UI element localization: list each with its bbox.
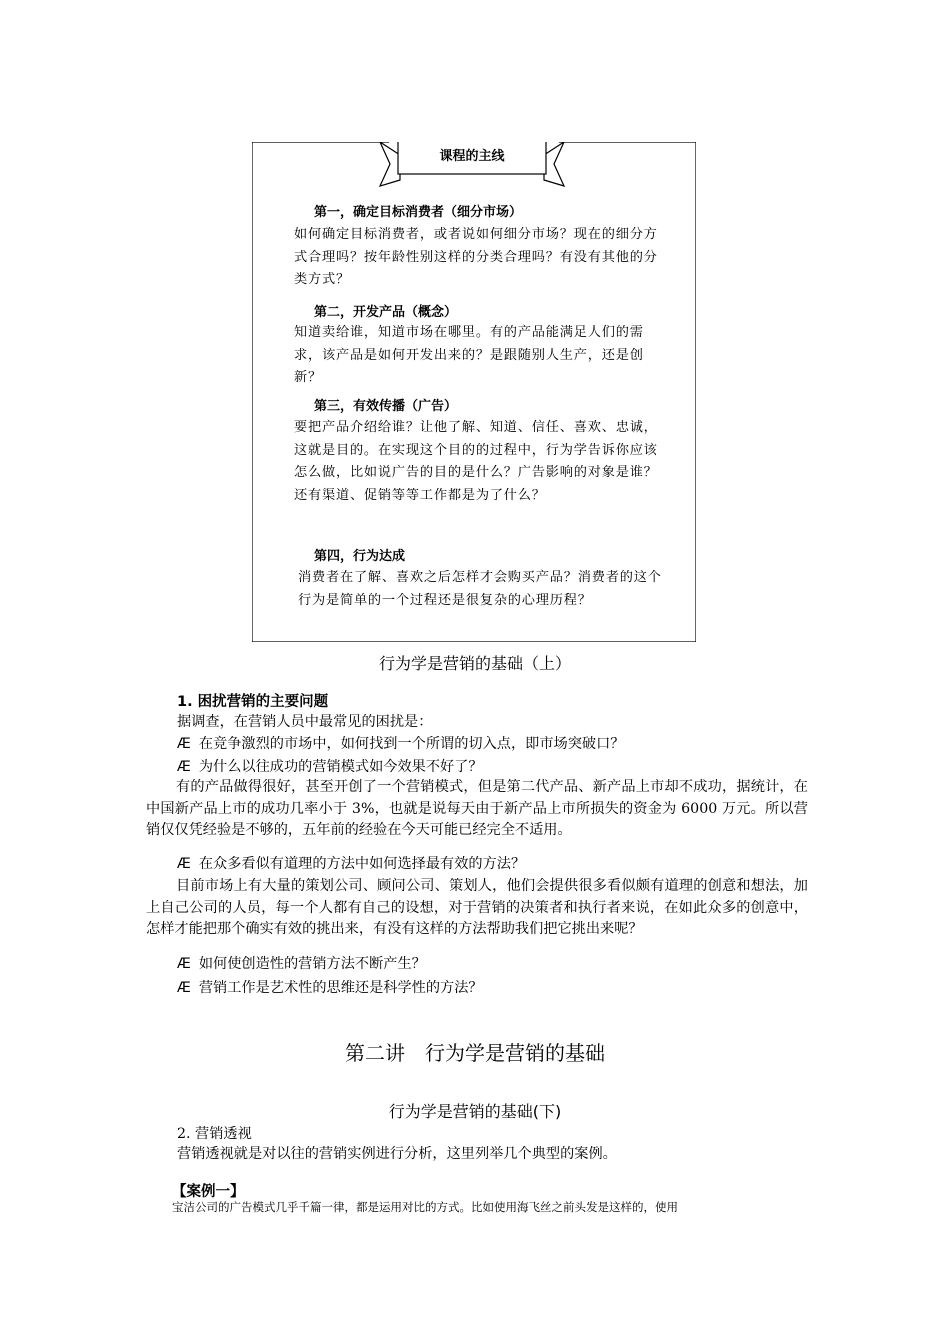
bullet-mark: Æ xyxy=(177,956,191,972)
bullet-2 xyxy=(177,757,483,777)
bullet-5 xyxy=(177,978,483,998)
bullet-text: 如何使创造性的营销方法不断产生？ xyxy=(198,956,426,972)
case-text: 宝洁公司的广告模式几乎千篇一律，都是运用对比的方式。比如使用海飞丝之前头发是这样的，使用 xyxy=(172,1200,678,1214)
section-2-heading: 第二，开发产品（概念） xyxy=(314,305,458,320)
bullet-text: 为什么以往成功的营销模式如今效果不好了？ xyxy=(198,759,483,775)
section-1-heading: 第一，确定目标消费者（细分市场） xyxy=(314,205,523,220)
bullet-mark: Æ xyxy=(177,736,191,752)
bullet-text: 在竞争激烈的市场中，如何找到一个所谓的切入点，即市场突破口？ xyxy=(198,736,625,752)
section1-heading: 1. 困扰营销的主要问题 xyxy=(177,694,329,710)
section2-intro: 营销透视就是对以往的营销实例进行分析，这里列举几个典型的案例。 xyxy=(177,1146,617,1162)
section2-heading: 2. 营销透视 xyxy=(177,1126,252,1142)
caption-top: 行为学是营销的基础（上） xyxy=(378,654,571,673)
caption-bottom: 行为学是营销的基础(下) xyxy=(388,1102,562,1121)
section-4-heading: 第四，行为达成 xyxy=(314,549,406,564)
paragraph-1: 有的产品做得很好，甚至开创了一个营销模式，但是第二代产品、新产品上市却不成功，据统计，在中国新产品上市的成功几率小于 3%，也就是说每天由于新产品上市所损失的资金为 6000 万元。所以营销仅仅凭经验是不够的，五年前的经验在今天可能已经完全不适用。 xyxy=(146,779,808,838)
course-outline-box xyxy=(252,142,696,642)
bullet-3 xyxy=(177,854,525,874)
section-1-body: 如何确定目标消费者，或者说如何细分市场？现在的细分方式合理吗？按年龄性别这样的分类合理吗？有没有其他的分类方式？ xyxy=(294,227,658,287)
case-label: 【案例一】 xyxy=(172,1184,245,1200)
paragraph-2: 目前市场上有大量的策划公司、顾问公司、策划人，他们会提供很多看似颇有道理的创意和想法，加上自己公司的人员，每一个人都有自己的设想，对于营销的决策者和执行者来说，在如此众多的创意中，怎样才能把那个确实有效的挑出来，有没有这样的方法帮助我们把它挑出来呢？ xyxy=(146,878,808,937)
bullet-mark: Æ xyxy=(177,856,191,872)
chapter-title: 第二讲 行为学是营销的基础 xyxy=(345,1041,605,1065)
bullet-4 xyxy=(177,954,426,974)
section-3-heading: 第三，有效传播（广告） xyxy=(314,399,458,414)
bullet-mark: Æ xyxy=(177,980,191,996)
section-4-body: 消费者在了解、喜欢之后怎样才会购买产品？消费者的这个行为是简单的一个过程还是很复杂的心理历程？ xyxy=(298,570,662,608)
bullet-mark: Æ xyxy=(177,759,191,775)
bullet-text: 在众多看似有道理的方法中如何选择最有效的方法？ xyxy=(198,856,526,872)
box-title: 课程的主线 xyxy=(439,149,505,164)
bullet-text: 营销工作是艺术性的思维还是科学性的方法？ xyxy=(198,980,483,996)
section1-intro: 据调查，在营销人员中最常见的困扰是： xyxy=(177,714,433,730)
section-3-body: 要把产品介绍给谁？让他了解、知道、信任、喜欢、忠诚，这就是目的。在实现这个目的的过程中，行为学告诉你应该怎么做，比如说广告的目的是什么？广告影响的对象是谁？还有渠道、促销等等工作都是为了什么？ xyxy=(294,420,658,503)
bullet-1 xyxy=(177,734,624,754)
section-2-body: 知道卖给谁，知道市场在哪里。有的产品能满足人们的需求，该产品是如何开发出来的？是跟随别人生产，还是创新？ xyxy=(294,325,644,385)
